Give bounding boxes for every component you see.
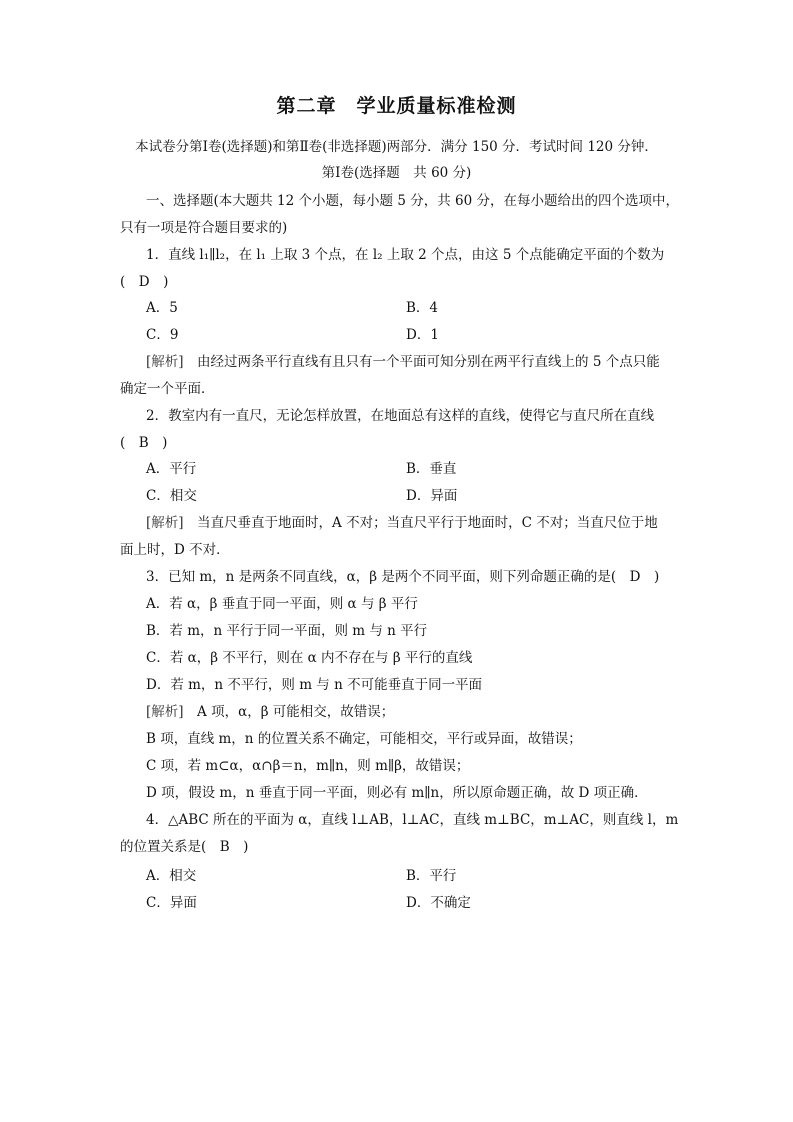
q3-analysis-tag: [解析] xyxy=(146,704,184,720)
q3-option-c: C．若 α，β 不平行，则在 α 内不存在与 β 平行的直线 xyxy=(146,650,473,666)
q3-option-d: D．若 m，n 不平行，则 m 与 n 不可能垂直于同一平面 xyxy=(146,677,483,693)
q2-option-a: A．平行 xyxy=(146,461,197,477)
q1-option-c: C．9 xyxy=(146,327,179,343)
q2-stem: 2．教室内有一直尺，无论怎样放置，在地面总有这样的直线，使得它与直尺所在直线 xyxy=(146,408,655,424)
q4-option-c: C．异面 xyxy=(146,895,197,911)
q1-analysis-tag: [解析] xyxy=(146,354,184,370)
q2-analysis-tag: [解析] xyxy=(146,515,184,531)
q2-analysis-text: 当直尺垂直于地面时，A 不对；当直尺平行于地面时，C 不对；当直尺位于地 xyxy=(183,515,658,531)
q4-stem-cont: 的位置关系是( B ) xyxy=(120,839,249,855)
q3-analysis xyxy=(146,703,394,721)
q4-option-b: B．平行 xyxy=(406,868,457,884)
q3-stem: 3．已知 m，n 是两条不同直线，α，β 是两个不同平面，则下列命题正确的是( D ) xyxy=(146,569,660,585)
q2-answer: ( B ) xyxy=(120,435,168,451)
q2-analysis xyxy=(146,514,658,532)
q1-analysis-cont: 确定一个平面． xyxy=(120,381,215,397)
q2-analysis-cont: 面上时，D 不对． xyxy=(120,542,230,558)
q3-analysis-c: C 项，若 m⊂α，α∩β＝n，m∥n，则 m∥β，故错误； xyxy=(146,758,470,774)
q1-option-b: B．4 xyxy=(406,300,439,316)
q4-stem: 4．△ABC 所在的平面为 α，直线 l⊥AB，l⊥AC，直线 m⊥BC，m⊥AC，则直线 l，m xyxy=(146,812,679,828)
q2-option-d: D．异面 xyxy=(406,488,458,504)
q3-option-b: B．若 m，n 平行于同一平面，则 m 与 n 平行 xyxy=(146,623,428,639)
q1-option-a: A．5 xyxy=(146,300,178,316)
q3-option-a: A．若 α，β 垂直于同一平面，则 α 与 β 平行 xyxy=(146,596,418,612)
q4-option-d: D．不确定 xyxy=(406,895,471,911)
q3-analysis-text: A 项，α，β 可能相交，故错误； xyxy=(183,704,395,720)
q2-option-b: B．垂直 xyxy=(406,461,457,477)
q1-analysis xyxy=(146,353,660,371)
part-instructions-line2: 只有一项是符合题目要求的) xyxy=(120,220,288,236)
q4-option-a: A．相交 xyxy=(146,868,197,884)
q3-analysis-b: B 项，直线 m，n 的位置关系不确定，可能相交，平行或异面，故错误； xyxy=(146,731,582,747)
page-title: 第二章 学业质量标准检测 xyxy=(276,95,517,117)
q1-analysis-text: 由经过两条平行直线有且只有一个平面可知分别在两平行直线上的 5 个点只能 xyxy=(183,354,660,370)
part-instructions-line1: 一、选择题(本大题共 12 个小题，每小题 5 分，共 60 分，在每小题给出的四个选项中， xyxy=(146,193,679,209)
q1-option-d: D．1 xyxy=(406,327,439,343)
section-heading: 第Ⅰ卷(选择题 共 60 分) xyxy=(321,165,472,181)
exam-intro: 本试卷分第Ⅰ卷(选择题)和第Ⅱ卷(非选择题)两部分．满分 150 分．考试时间 120 分钟． xyxy=(135,139,658,155)
q1-stem: 1．直线 l₁∥l₂，在 l₁ 上取 3 个点，在 l₂ 上取 2 个点，由这 5 个点能确定平面的个数为 xyxy=(146,247,665,263)
q1-answer: ( D ) xyxy=(120,274,169,290)
q3-analysis-d: D 项，假设 m，n 垂直于同一平面，则必有 m∥n，所以原命题正确，故 D 项正确． xyxy=(146,785,648,801)
q2-option-c: C．相交 xyxy=(146,488,197,504)
